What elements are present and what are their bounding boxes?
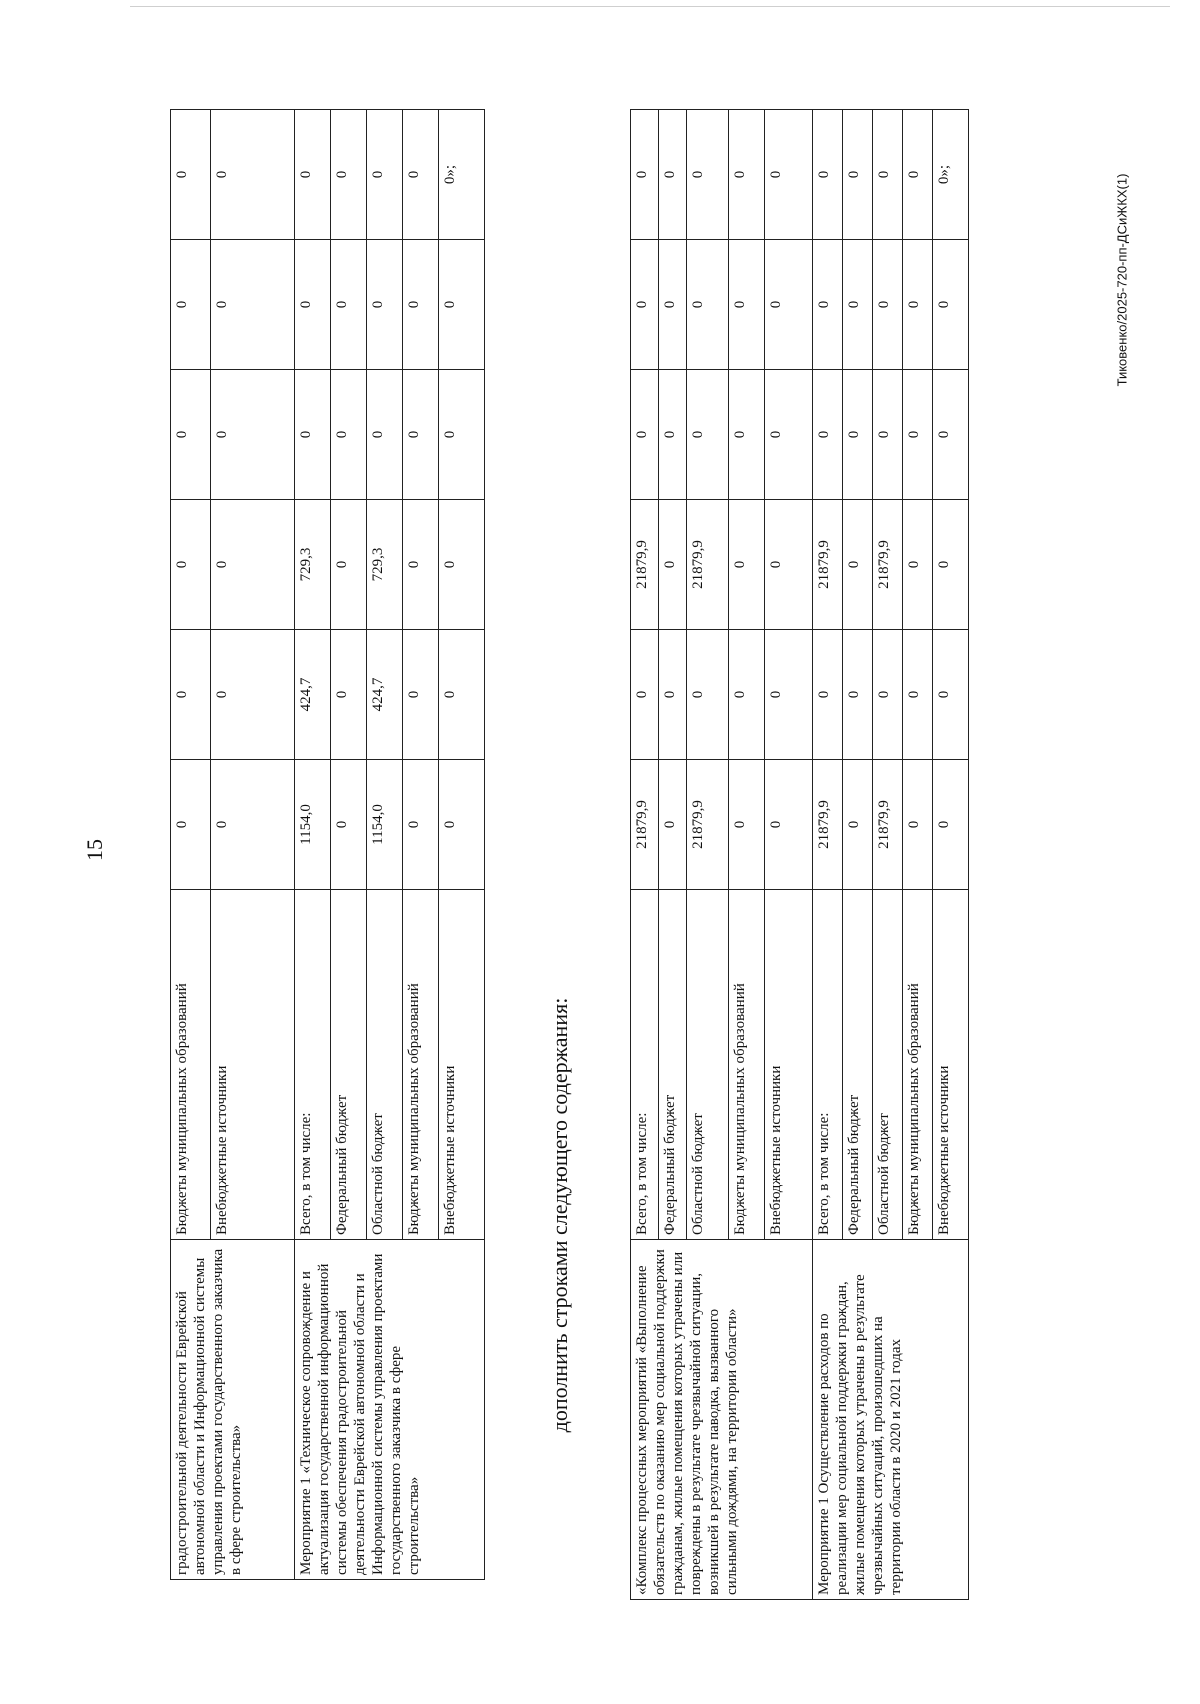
value-cell: 1154,0 — [295, 760, 331, 890]
source-cell: Федеральный бюджет — [843, 890, 873, 1240]
value-cell: 0 — [765, 240, 813, 370]
value-cell: 0 — [933, 370, 969, 500]
table-row — [295, 110, 331, 1580]
value-cell: 0 — [903, 500, 933, 630]
value-cell: 424,7 — [367, 630, 403, 760]
value-cell: 0 — [331, 370, 367, 500]
value-cell: 0 — [171, 110, 211, 240]
value-cell: 0 — [765, 630, 813, 760]
row-name-cell: «Комплекс процессных мероприятий «Выполнение обязательств по оказанию мер социальной поддержки гражданам, жилые помещения которых утрачены или повреждены в результате чрезвычайной ситуации, возникшей в результате паводка, вызванного сильными дождями, на территории области» — [631, 1240, 813, 1600]
table-row — [631, 110, 659, 1600]
value-cell: 0 — [813, 110, 843, 240]
table-2-wrapper — [630, 109, 969, 1600]
source-cell: Всего, в том числе: — [813, 890, 843, 1240]
value-cell: 424,7 — [295, 630, 331, 760]
value-cell: 0 — [211, 370, 295, 500]
value-cell: 0 — [331, 630, 367, 760]
value-cell: 0 — [211, 240, 295, 370]
value-cell: 0»; — [439, 110, 485, 240]
source-cell: Областной бюджет — [873, 890, 903, 1240]
source-cell: Бюджеты муниципальных образований — [903, 890, 933, 1240]
value-cell: 0 — [765, 760, 813, 890]
value-cell: 0 — [659, 110, 687, 240]
source-cell: Бюджеты муниципальных образований — [729, 890, 765, 1240]
value-cell: 21879,9 — [813, 500, 843, 630]
value-cell: 21879,9 — [687, 500, 729, 630]
value-cell: 0 — [439, 760, 485, 890]
value-cell: 0 — [729, 760, 765, 890]
table-row — [171, 110, 211, 1580]
value-cell: 0 — [843, 760, 873, 890]
source-cell: Бюджеты муниципальных образований — [403, 890, 439, 1240]
value-cell: 0 — [903, 110, 933, 240]
value-cell: 0 — [331, 110, 367, 240]
value-cell: 0 — [687, 110, 729, 240]
value-cell: 0 — [933, 630, 969, 760]
source-cell: Внебюджетные источники — [211, 890, 295, 1240]
value-cell: 21879,9 — [873, 760, 903, 890]
value-cell: 0 — [403, 110, 439, 240]
source-cell: Всего, в том числе: — [295, 890, 331, 1240]
value-cell: 0 — [843, 110, 873, 240]
insert-phrase: дополнить строками следующего содержания: — [547, 997, 572, 1433]
value-cell: 0 — [211, 630, 295, 760]
value-cell: 0 — [295, 370, 331, 500]
source-cell: Областной бюджет — [367, 890, 403, 1240]
value-cell: 0 — [843, 500, 873, 630]
table-1-wrapper — [170, 109, 485, 1580]
value-cell: 729,3 — [295, 500, 331, 630]
value-cell: 0 — [171, 500, 211, 630]
value-cell: 0 — [331, 240, 367, 370]
value-cell: 0 — [295, 110, 331, 240]
value-cell: 0 — [439, 370, 485, 500]
value-cell: 0 — [331, 760, 367, 890]
row-name-cell: Мероприятие 1 «Техническое сопровождение и актуализация государственной информационной системы обеспечения градостроительной деятельности Еврейской автономной области и Информационной системы управления проектами государственного заказчика в сфере строительства» — [295, 1240, 485, 1580]
table-1 — [170, 109, 485, 1580]
page-number: 15 — [82, 839, 107, 861]
value-cell: 0 — [211, 110, 295, 240]
value-cell: 0 — [903, 240, 933, 370]
value-cell: 0 — [933, 760, 969, 890]
value-cell: 0 — [631, 240, 659, 370]
value-cell: 0 — [439, 500, 485, 630]
value-cell: 0 — [687, 370, 729, 500]
value-cell: 0 — [933, 240, 969, 370]
value-cell: 0 — [631, 370, 659, 500]
value-cell: 0 — [729, 370, 765, 500]
value-cell: 0 — [843, 630, 873, 760]
row-name-cell: Мероприятие 1 Осуществление расходов по реализации мер социальной поддержки граждан, жилые помещения которых утрачены в результате чрезвычайных ситуаций, произошедших на территории области в 2020 и 2021 годах — [813, 1240, 969, 1600]
value-cell: 0 — [211, 500, 295, 630]
value-cell: 0 — [171, 760, 211, 890]
value-cell: 0 — [171, 240, 211, 370]
value-cell: 0»; — [933, 110, 969, 240]
value-cell: 0 — [403, 760, 439, 890]
value-cell: 0 — [367, 240, 403, 370]
value-cell: 0 — [813, 630, 843, 760]
value-cell: 1154,0 — [367, 760, 403, 890]
value-cell: 0 — [331, 500, 367, 630]
value-cell: 0 — [765, 500, 813, 630]
value-cell: 0 — [729, 240, 765, 370]
value-cell: 0 — [873, 110, 903, 240]
table-2 — [630, 109, 969, 1600]
value-cell: 0 — [765, 370, 813, 500]
source-cell: Федеральный бюджет — [659, 890, 687, 1240]
value-cell: 0 — [403, 240, 439, 370]
value-cell: 21879,9 — [687, 760, 729, 890]
value-cell: 0 — [659, 240, 687, 370]
value-cell: 0 — [873, 240, 903, 370]
value-cell: 0 — [171, 370, 211, 500]
value-cell: 0 — [903, 370, 933, 500]
value-cell: 0 — [813, 370, 843, 500]
value-cell: 0 — [439, 630, 485, 760]
value-cell: 0 — [171, 630, 211, 760]
value-cell: 0 — [933, 500, 969, 630]
value-cell: 0 — [729, 500, 765, 630]
value-cell: 21879,9 — [873, 500, 903, 630]
source-cell: Внебюджетные источники — [439, 890, 485, 1240]
value-cell: 0 — [295, 240, 331, 370]
value-cell: 21879,9 — [813, 760, 843, 890]
value-cell: 0 — [729, 630, 765, 760]
value-cell: 0 — [403, 370, 439, 500]
value-cell: 0 — [367, 110, 403, 240]
value-cell: 0 — [729, 110, 765, 240]
row-name-cell: градостроительной деятельности Еврейской автономной области и Информационной системы управления проектами государственного заказчика в сфере строительства» — [171, 1240, 295, 1580]
value-cell: 0 — [659, 630, 687, 760]
value-cell: 0 — [211, 760, 295, 890]
table-row — [813, 110, 843, 1600]
source-cell: Внебюджетные источники — [933, 890, 969, 1240]
value-cell: 0 — [403, 500, 439, 630]
value-cell: 0 — [903, 760, 933, 890]
source-cell: Бюджеты муниципальных образований — [171, 890, 211, 1240]
value-cell: 21879,9 — [631, 760, 659, 890]
value-cell: 0 — [687, 630, 729, 760]
value-cell: 0 — [367, 370, 403, 500]
document-footer-code: Тиковенко/2025-720-пп-ДСиЖКХ(1) — [1114, 173, 1130, 387]
value-cell: 0 — [439, 240, 485, 370]
source-cell: Всего, в том числе: — [631, 890, 659, 1240]
top-border-line — [130, 6, 1170, 7]
value-cell: 0 — [687, 240, 729, 370]
value-cell: 0 — [659, 500, 687, 630]
value-cell: 0 — [813, 240, 843, 370]
source-cell: Федеральный бюджет — [331, 890, 367, 1240]
value-cell: 0 — [659, 760, 687, 890]
value-cell: 0 — [403, 630, 439, 760]
value-cell: 21879,9 — [631, 500, 659, 630]
value-cell: 0 — [873, 630, 903, 760]
value-cell: 0 — [631, 110, 659, 240]
value-cell: 0 — [843, 370, 873, 500]
source-cell: Областной бюджет — [687, 890, 729, 1240]
value-cell: 0 — [843, 240, 873, 370]
value-cell: 0 — [659, 370, 687, 500]
value-cell: 0 — [873, 370, 903, 500]
value-cell: 0 — [631, 630, 659, 760]
source-cell: Внебюджетные источники — [765, 890, 813, 1240]
value-cell: 0 — [765, 110, 813, 240]
value-cell: 729,3 — [367, 500, 403, 630]
value-cell: 0 — [903, 630, 933, 760]
